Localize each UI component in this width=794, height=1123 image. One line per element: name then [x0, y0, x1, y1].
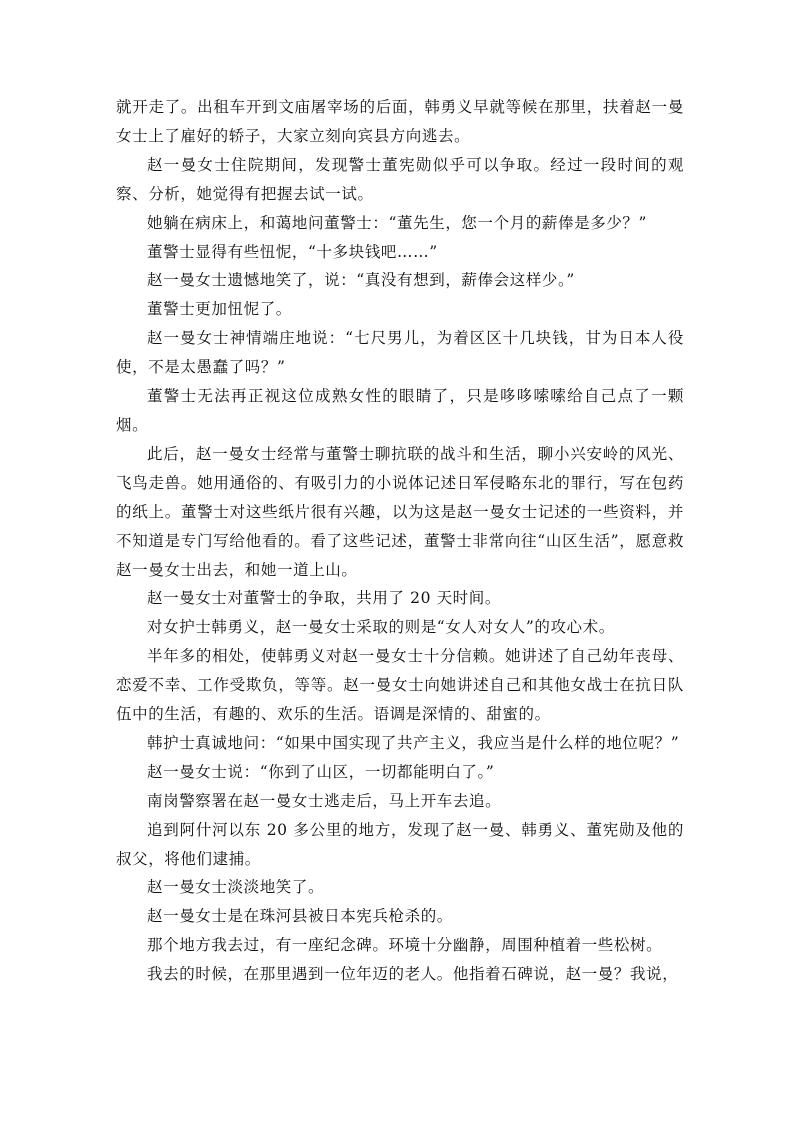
- paragraph-18: 赵一曼女士是在珠河县被日本宪兵枪杀的。: [147, 907, 453, 926]
- paragraph-16: 追到阿什河以东 20 多公里的地方，发现了赵一曼、韩勇义、董宪勋及他的叔父，将他们逮捕。: [116, 820, 684, 868]
- paragraph-13: 韩护士真诚地问：“如果中国实现了共产主义，我应当是什么样的地位呢？”: [147, 733, 680, 752]
- paragraph-1: 就开走了。出租车开到文庙屠宰场的后面，韩勇义早就等候在那里，扶着赵一曼女士上了雇好的轿子，大家立刻向宾县方向逃去。: [116, 98, 684, 145]
- paragraph-12: 半年多的相处，使韩勇义对赵一曼女士十分信赖。她讲述了自己幼年丧母、恋爱不幸、工作受欺负，等等。赵一曼女士向她讲述自己和其他女战士在抗日队伍中的生活，有趣的、欢乐的生活。语调是深情的、甜蜜的。: [116, 647, 684, 724]
- paragraph-20: 我去的时候，在那里遇到一位年迈的老人。他指着石碑说，赵一曼？我说，: [147, 965, 679, 984]
- paragraph-15: 南岗警察署在赵一曼女士逃走后，马上开车去追。: [147, 791, 502, 810]
- paragraph-3: 她躺在病床上，和蔼地问董警士：“董先生，您一个月的薪俸是多少？”: [147, 213, 648, 232]
- paragraph-11: 对女护士韩勇义，赵一曼女士采取的则是“女人对女人”的攻心术。: [147, 618, 615, 637]
- paragraph-5: 赵一曼女士遗憾地笑了，说：“真没有想到，薪俸会这样少。”: [147, 271, 575, 290]
- paragraph-9: 此后，赵一曼女士经常与董警士聊抗联的战斗和生活，聊小兴安岭的风光、飞鸟走兽。她用通俗的、有吸引力的小说体记述日军侵略东北的罪行，写在包药的纸上。董警士对这些纸片很有兴趣，以为这是赵一曼女士记述的一些资料，并不知道是专门写给他看的。看了这些记述，董警士非常向往“山区生活”，愿意救赵一曼女士出去，和她一道上山。: [116, 444, 684, 579]
- paragraph-2: 赵一曼女士住院期间，发现警士董宪勋似乎可以争取。经过一段时间的观察、分析，她觉得有把握去试一试。: [116, 155, 684, 203]
- paragraph-7: 赵一曼女士神情端庄地说：“七尺男儿，为着区区十几块钱，甘为日本人役使，不是太愚蠢了吗？”: [116, 329, 684, 377]
- article-body: [116, 93, 684, 989]
- paragraph-19: 那个地方我去过，有一座纪念碑。环境十分幽静，周围种植着一些松树。: [147, 936, 663, 955]
- paragraph-10: 赵一曼女士对董警士的争取，共用了 20 天时间。: [147, 589, 501, 608]
- paragraph-17: 赵一曼女士淡淡地笑了。: [147, 878, 325, 897]
- paragraph-8: 董警士无法再正视这位成熟女性的眼睛了，只是哆哆嗦嗦给自己点了一颗烟。: [116, 387, 684, 434]
- paragraph-6: 董警士更加忸怩了。: [147, 300, 292, 319]
- paragraph-14: 赵一曼女士说：“你到了山区，一切都能明白了。”: [147, 762, 495, 781]
- paragraph-4: 董警士显得有些忸怩，“十多块钱吧……”: [147, 242, 438, 261]
